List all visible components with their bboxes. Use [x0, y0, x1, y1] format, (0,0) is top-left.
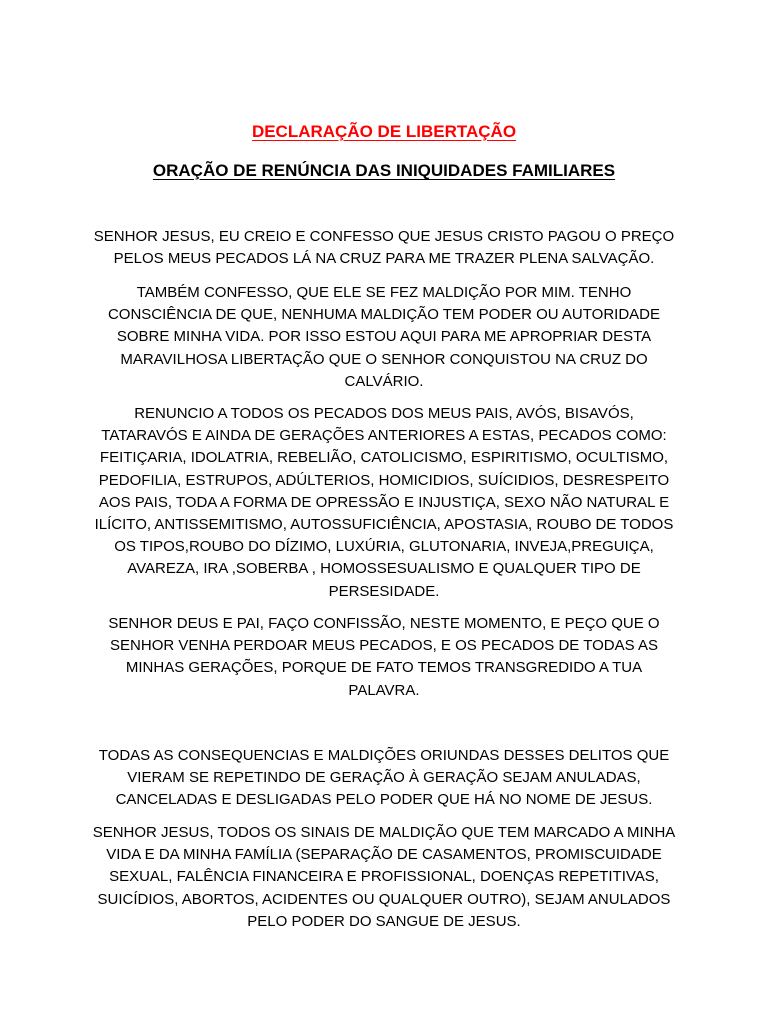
paragraph-1: SENHOR JESUS, EU CREIO E CONFESSO QUE JESUS CRISTO PAGOU O PREÇO PELOS MEUS PECADOS LÁ NA CRUZ PARA ME TRAZER PLENA SALVAÇÃO.: [93, 228, 675, 268]
paragraph-2: TAMBÉM CONFESSO, QUE ELE SE FEZ MALDIÇÃO POR MIM. TENHO CONSCIÊNCIA DE QUE, NENHUMA MALDIÇÃO TEM PODER OU AUTORIDADE SOBRE MINHA VIDA. POR ISSO ESTOU AQUI PARA ME APROPRIAR DESTA MARAVILHOSA LIBERTAÇÃO QUE O SENHOR CONQUISTOU NA CRUZ DO CALVÁRIO.: [107, 284, 661, 390]
paragraph-3: RENUNCIO A TODOS OS PECADOS DOS MEUS PAIS, AVÓS, BISAVÓS, TATARAVÓS E AINDA DE GERAÇÕES ANTERIORES A ESTAS, PECADOS COMO: FEITIÇARIA, IDOLATRIA, REBELIÃO, CATOLICISMO, ESPIRITISMO, OCULTISMO, PEDOFILIA, ESTRUPOS, ADÚLTERIOS, HOMICIDIOS, SUÍCIDIOS, DESRESPEITO AOS PAIS, TODA A FORMA DE OPRESSÃO E INJUSTIÇA, SEXO NÃO NATURAL E ILÍCITO, ANTISSEMITISMO, AUTOSSUFICIÊNCIA, APOSTASIA, ROUBO DE TODOS OS TIPOS,ROUBO DO DÍZIMO, LUXÚRIA, GLUTONARIA, INVEJA,PREGUIÇA, AVAREZA, IRA ,SOBERBA , HOMOSSESUALISMO E QUALQUER TIPO DE PERSESIDADE.: [94, 405, 674, 600]
document-subtitle: ORAÇÃO DE RENÚNCIA DAS INIQUIDADES FAMILIARES: [152, 161, 616, 180]
paragraph-6: SENHOR JESUS, TODOS OS SINAIS DE MALDIÇÃO QUE TEM MARCADO A MINHA VIDA E DA MINHA FAMÍLIA (SEPARAÇÃO DE CASAMENTOS, PROMISCUIDADE SEXUAL, FALÊNCIA FINANCEIRA E PROFISSIONAL, DOENÇAS REPETITIVAS, SUICÍDIOS, ABORTOS, ACIDENTES OU QUALQUER OUTRO), SEJAM ANULADOS PELO PODER DO SANGUE DE JESUS.: [92, 824, 676, 930]
paragraph-5: TODAS AS CONSEQUENCIAS E MALDIÇÕES ORIUNDAS DESSES DELITOS QUE VIERAM SE REPETINDO DE GERAÇÃO À GERAÇÃO SEJAM ANULADAS, CANCELADAS E DESLIGADAS PELO PODER QUE HÁ NO NOME DE JESUS.: [98, 747, 670, 809]
paragraph-4: SENHOR DEUS E PAI, FAÇO CONFISSÃO, NESTE MOMENTO, E PEÇO QUE O SENHOR VENHA PERDOAR MEUS PECADOS, E OS PECADOS DE TODAS AS MINHAS GERAÇÕES, PORQUE DE FATO TEMOS TRANSGREDIDO A TUA PALAVRA.: [108, 615, 660, 699]
document-title: DECLARAÇÃO DE LIBERTAÇÃO: [251, 122, 517, 141]
